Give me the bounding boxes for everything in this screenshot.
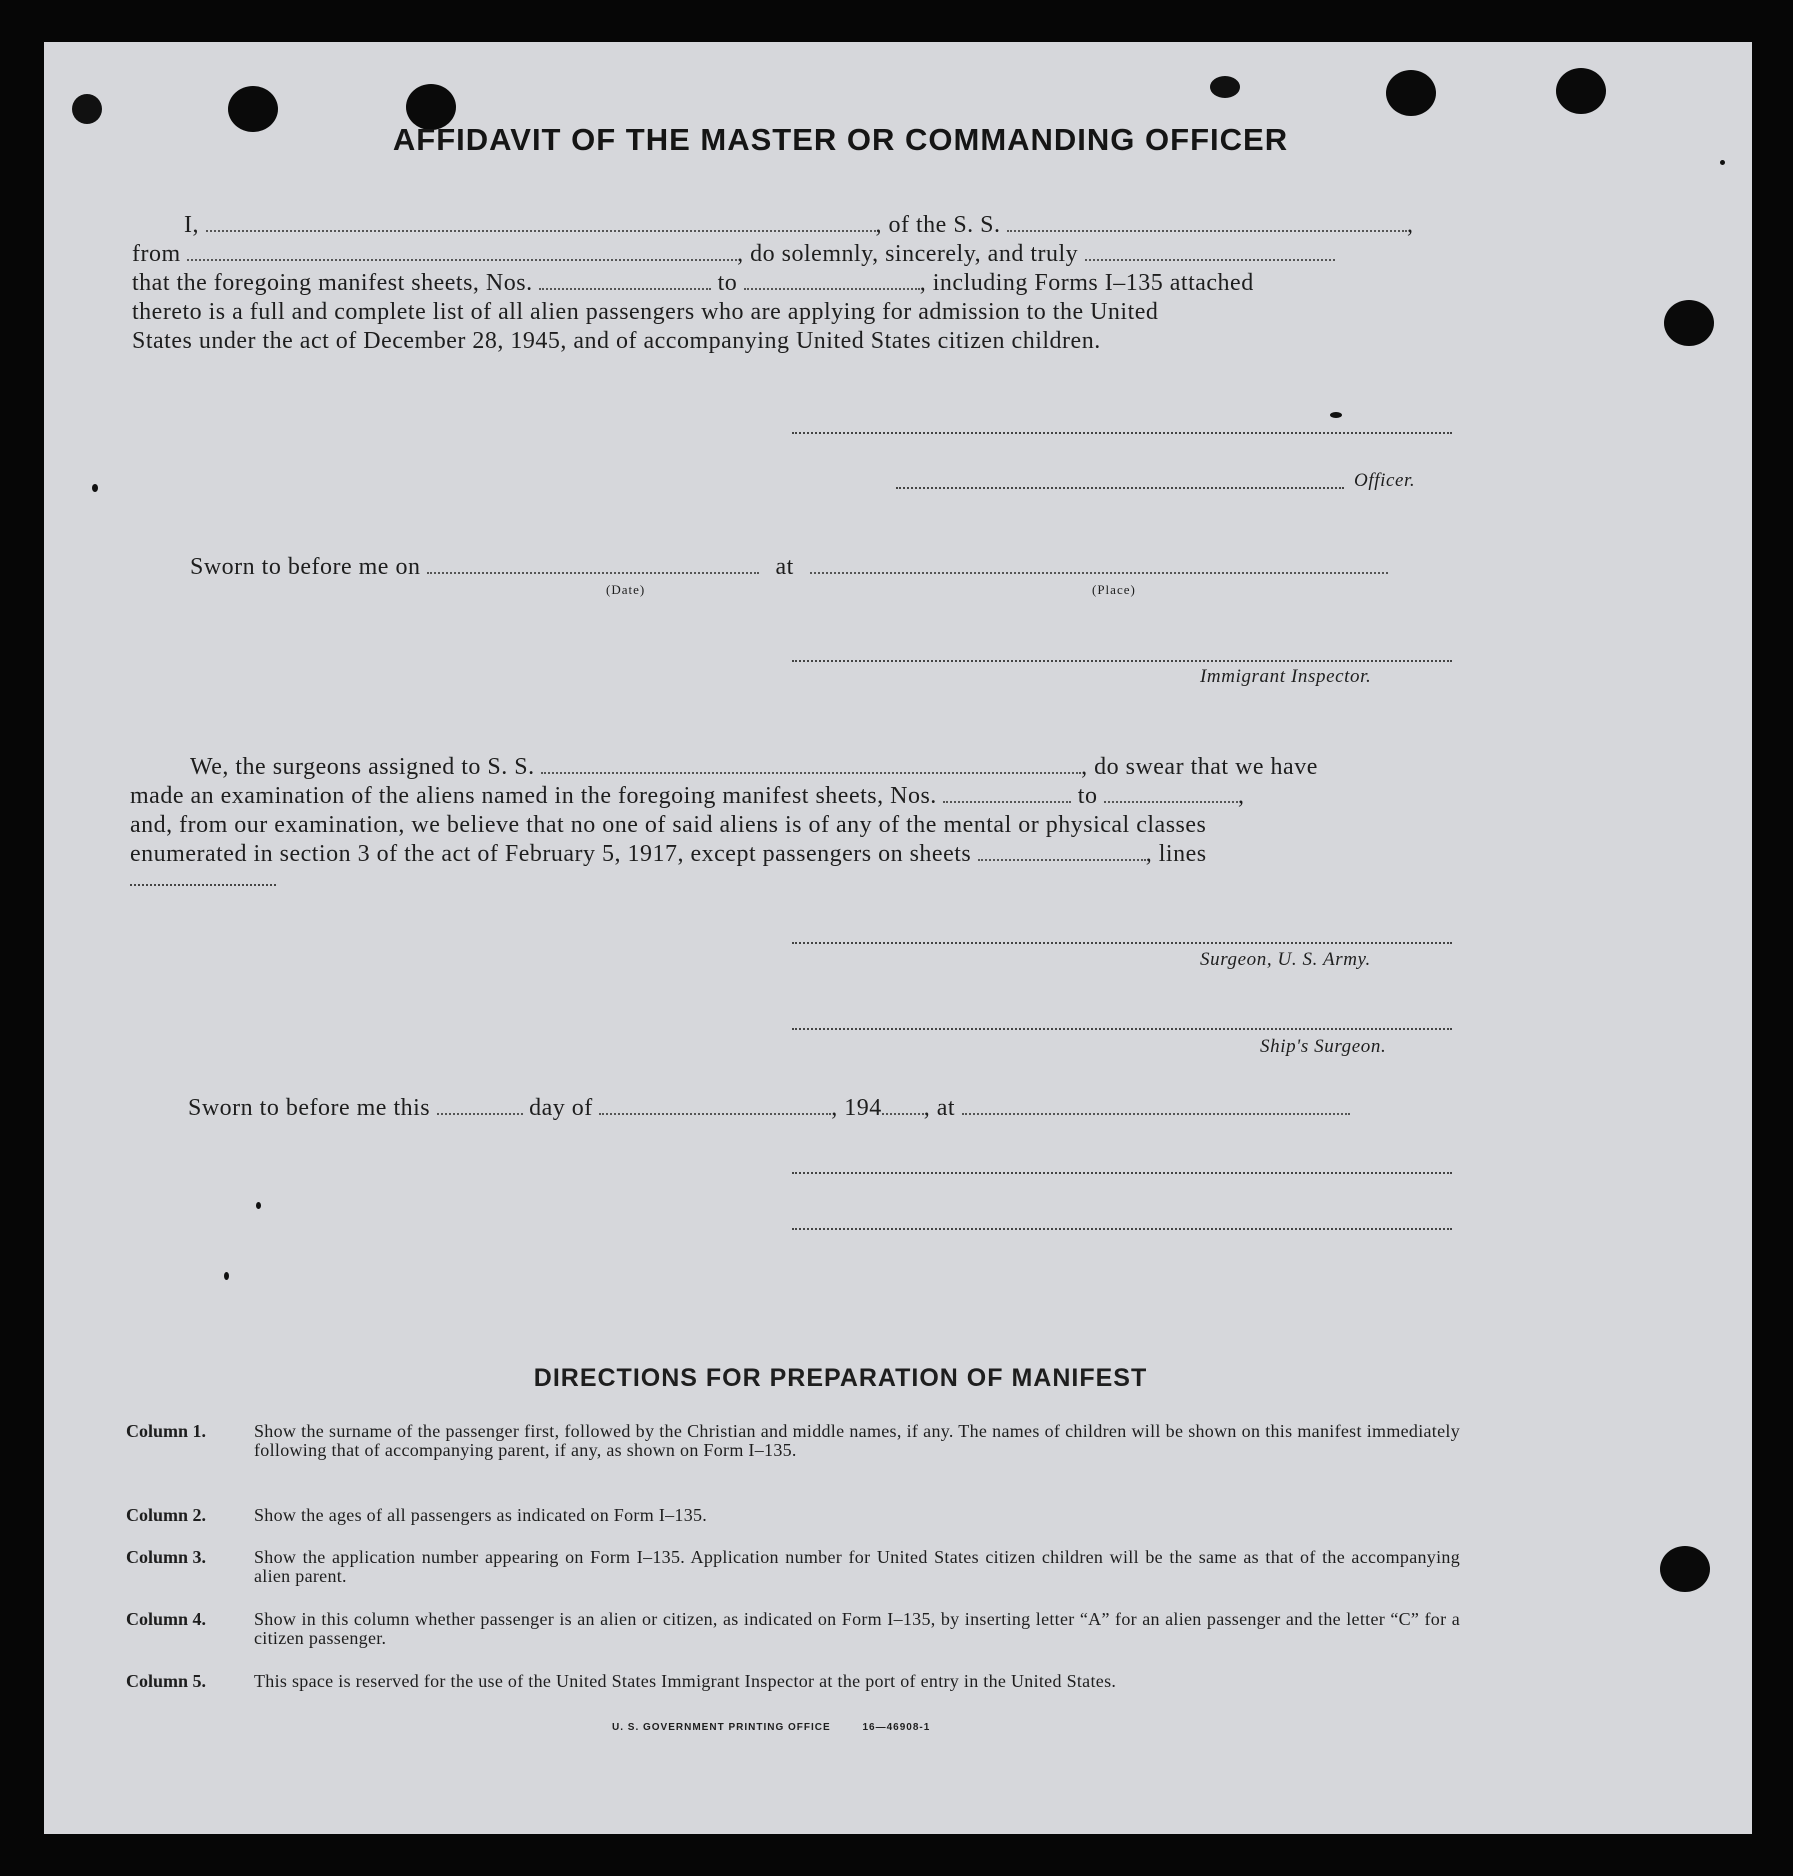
surgeons-to-text: to [1077,783,1098,809]
sworn-day-line [188,1095,1350,1122]
surgeon-sheet-from-field[interactable] [943,783,1071,803]
sworn-date-line [190,554,1388,581]
form-page [44,42,1752,1834]
surgeons-line-4 [130,841,1207,868]
sworn-this-text: Sworn to before me this [188,1095,431,1121]
punch-hole [1556,68,1606,114]
surgeon-sheet-to-field[interactable] [1104,783,1238,803]
oath-form-field[interactable] [1085,241,1335,261]
column-text: Show the application number appearing on Form I–135. Application number for United States citizen children will be the same as that of the accompanying alien parent. [254,1547,1460,1586]
stain-mark [92,484,98,492]
column-text: Show in this column whether passenger is an alien or citizen, as indicated on Form I–135, by inserting letter “A” for an alien passenger and the letter “C” for a citizen passenger. [254,1609,1460,1648]
officer-signature-line[interactable] [792,432,1452,434]
sworn-signature-line-2[interactable] [792,1228,1452,1230]
sworn-year-text: , 194 [831,1095,882,1121]
affidavit-line-2 [132,241,1335,268]
inspector-label: Immigrant Inspector. [1200,666,1372,687]
stain-mark [256,1202,261,1209]
army-surgeon-signature-line[interactable] [792,942,1452,944]
column-label: Column 1. [126,1421,207,1441]
stain-mark [1330,412,1342,418]
sworn-date-field[interactable] [427,554,759,574]
place-caption: (Place) [1092,582,1136,597]
sworn-day-field[interactable] [437,1095,523,1115]
affidavit-to-text: to [717,270,738,296]
stain-mark [1210,76,1240,98]
surgeons-enumerated-text: enumerated in section 3 of the act of February 5, 1917, except passengers on sheets [130,841,972,867]
stain-mark [224,1272,229,1280]
punch-hole [1386,70,1436,116]
affidavit-solemnly-text: , do solemnly, sincerely, and truly [737,241,1079,267]
form-title: AFFIDAVIT OF THE MASTER OR COMMANDING OFFICER [392,122,1289,157]
affidavit-ss-text: , of the S. S. [875,212,1001,238]
printer-name: U. S. GOVERNMENT PRINTING OFFICE [612,1722,831,1733]
sworn-prefix-text: Sworn to before me on [190,554,421,580]
punch-hole [1660,1546,1710,1592]
surgeons-lines-text: , lines [1145,841,1207,867]
affidavit-line-4: thereto is a full and complete list of all alien passengers who are applying for admission to the United [132,299,1159,325]
stain-mark [72,94,102,124]
printer-imprint [612,1722,930,1733]
sworn-at2-text: , at [923,1095,956,1121]
sworn-signature-line-1[interactable] [792,1172,1452,1174]
sworn-month-field[interactable] [599,1095,831,1115]
ship-surgeon-label: Ship's Surgeon. [1260,1036,1387,1057]
surgeons-assigned-text: We, the surgeons assigned to S. S. [190,754,535,780]
column-text: Show the ages of all passengers as indicated on Form I–135. [254,1505,708,1525]
sworn-place-field[interactable] [810,554,1388,574]
surgeons-line-3: and, from our examination, we believe that no one of said aliens is of any of the mental or physical classes [130,812,1207,838]
affidavit-line-1 [184,212,1414,239]
departure-port-field[interactable] [187,241,737,261]
sheet-from-field[interactable] [539,270,711,290]
inspector-signature-line[interactable] [792,660,1452,662]
affidavit-i-text: I, [184,212,199,238]
officer-label: Officer. [1354,470,1416,491]
surgeon-ship-field[interactable] [541,754,1081,774]
excepted-sheets-field[interactable] [978,841,1146,861]
affidavit-line-3 [132,270,1254,297]
affidavit-line-5: States under the act of December 28, 1945, and of accompanying United States citizen children. [132,328,1101,354]
column-label: Column 4. [126,1609,207,1629]
column-label: Column 2. [126,1505,207,1525]
column-label: Column 5. [126,1671,207,1691]
affidavit-comma: , [1407,212,1414,238]
officer-title-line[interactable] [896,487,1344,489]
punch-hole [1664,300,1714,346]
directions-title: DIRECTIONS FOR PREPARATION OF MANIFEST [533,1364,1148,1392]
sworn-day-of-text: day of [529,1095,593,1121]
affidavit-forms-text: , including Forms I–135 attached [919,270,1254,296]
affidavit-sheets-text: that the foregoing manifest sheets, Nos. [132,270,533,296]
army-surgeon-label: Surgeon, U. S. Army. [1200,949,1371,970]
surgeons-line-1 [190,754,1318,781]
surgeons-comma: , [1237,783,1245,809]
sworn-place2-field[interactable] [962,1095,1350,1115]
column-text: Show the surname of the passenger first, followed by the Christian and middle names, if any. The names of children will be shown on this manifest immediately following that of accompanying parent, if any, as shown on Form I–135. [254,1421,1460,1460]
form-code: 16—46908-1 [862,1722,931,1733]
ship-name-field[interactable] [1007,212,1407,232]
master-name-field[interactable] [206,212,876,232]
surgeons-swear-text: , do swear that we have [1081,754,1318,780]
sworn-year-field[interactable] [882,1095,924,1115]
excepted-lines-field[interactable] [130,884,276,886]
sheet-to-field[interactable] [744,270,920,290]
surgeons-line-2 [130,783,1244,810]
affidavit-from-text: from [132,241,181,267]
column-label: Column 3. [126,1547,207,1567]
sworn-at-text: at [775,554,794,580]
stain-mark [1720,160,1725,165]
column-text: This space is reserved for the use of the United States Immigrant Inspector at the port of entry in the United States. [254,1671,1117,1691]
surgeons-examination-text: made an examination of the aliens named in the foregoing manifest sheets, Nos. [130,783,937,809]
ship-surgeon-signature-line[interactable] [792,1028,1452,1030]
date-caption: (Date) [606,582,646,597]
